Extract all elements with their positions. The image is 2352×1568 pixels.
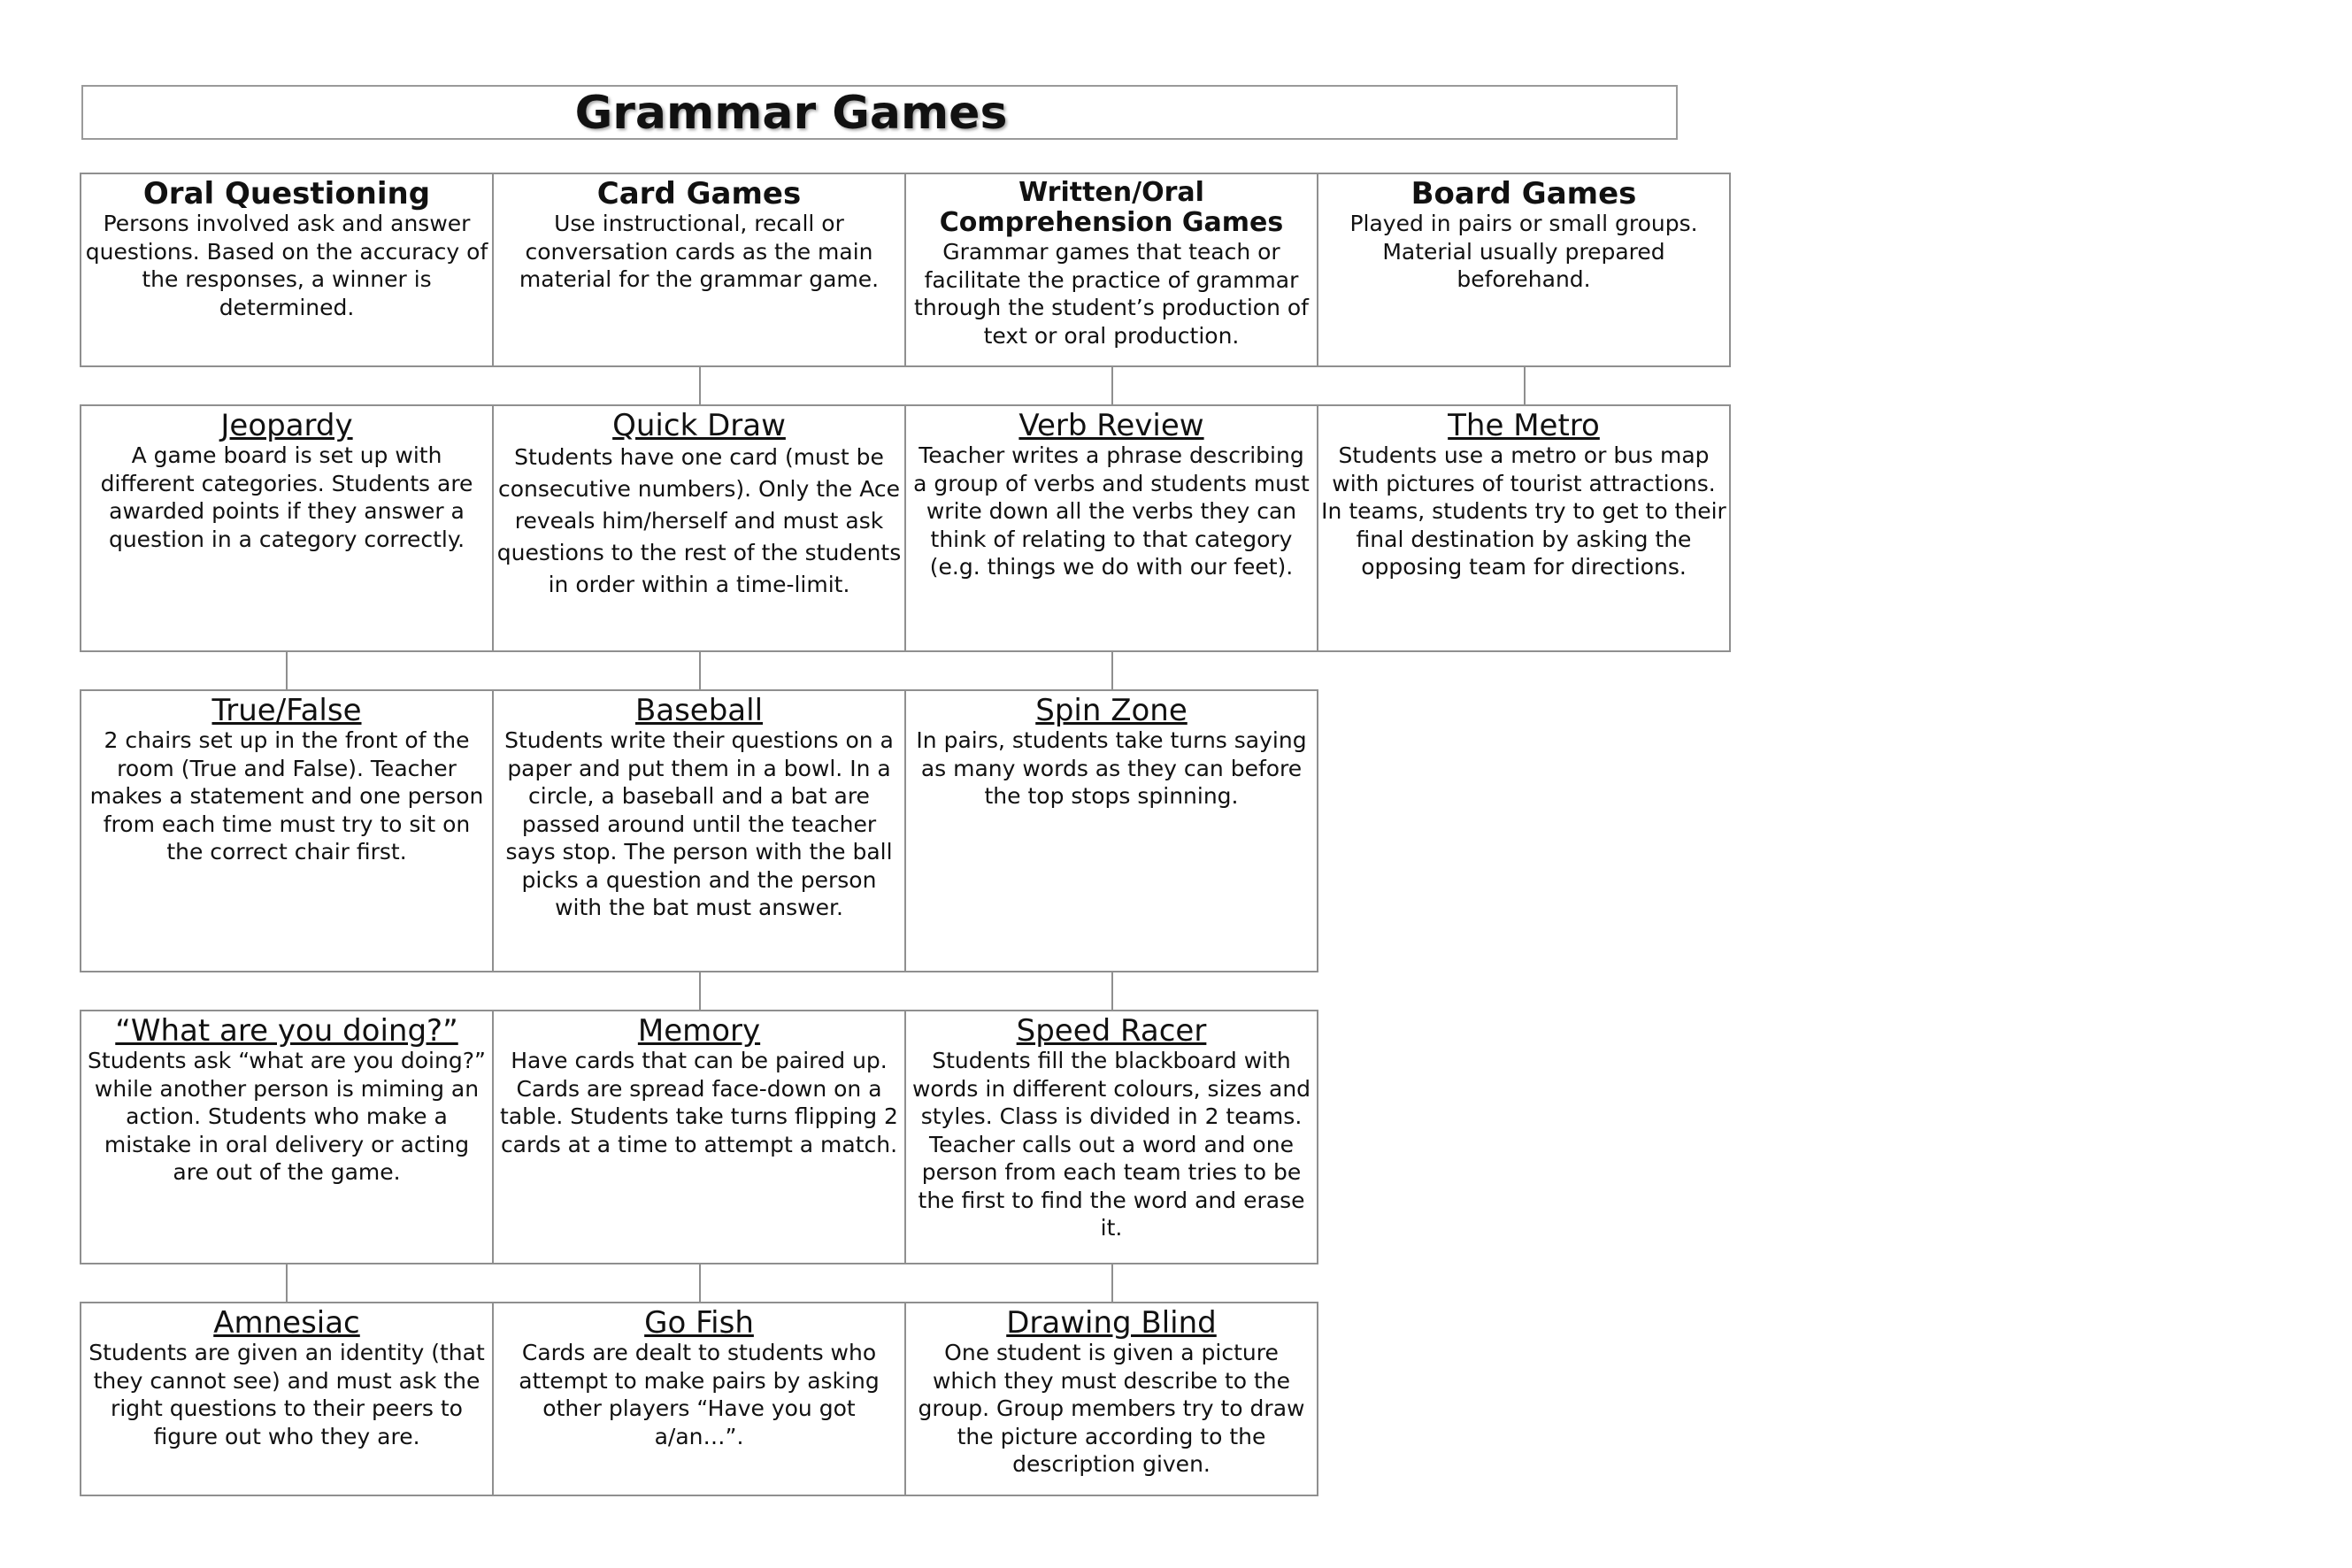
category-card-games <box>492 173 906 367</box>
game-title: Speed Racer <box>1016 1013 1207 1049</box>
category-title: Card Games <box>596 176 802 211</box>
game-desc: 2 chairs set up in the front of the room (True and False). Teacher makes a statement and one person from each time must try to sit on the correct chair first. <box>89 727 484 865</box>
game-jeopardy <box>80 404 494 652</box>
game-true-false <box>80 689 494 972</box>
game-spin-zone <box>904 689 1318 972</box>
title-box <box>81 85 1678 140</box>
game-desc: Students write their questions on a paper and put them in a bowl. In a circle, a baseball and a bat are passed around until the teacher says stop. The person with the ball picks a question and the person with the bat must answer. <box>504 727 894 920</box>
connector-line <box>286 652 288 689</box>
connector-line <box>1111 972 1113 1010</box>
game-drawing-blind <box>904 1302 1318 1496</box>
game-desc: Students have one card (must be consecutive numbers). Only the Ace reveals him/herself and must ask questions to the rest of the students in order within a time-limit. <box>496 444 902 597</box>
game-title: Jeopardy <box>220 408 353 443</box>
category-title: Written/Oral Comprehension Games <box>939 177 1284 238</box>
page-title: Grammar Games <box>574 87 1008 140</box>
game-title: Drawing Blind <box>1006 1305 1217 1341</box>
game-amnesiac <box>80 1302 494 1496</box>
connector-line <box>1111 1264 1113 1302</box>
game-title: Memory <box>637 1013 761 1049</box>
connector-line <box>699 652 701 689</box>
game-title: The Metro <box>1448 408 1600 443</box>
connector-line <box>699 972 701 1010</box>
game-title: Quick Draw <box>612 408 786 443</box>
game-what-are-you-doing <box>80 1010 494 1264</box>
game-title: True/False <box>211 693 362 728</box>
game-title: “What are you doing?” <box>115 1013 458 1049</box>
category-title: Board Games <box>1410 176 1637 211</box>
game-the-metro <box>1317 404 1731 652</box>
game-desc: Have cards that can be paired up. Cards are spread face-down on a table. Students take turns flipping 2 cards at a time to attempt a match. <box>500 1048 898 1157</box>
game-desc: In pairs, students take turns saying as many words as they can before the top stops spinning. <box>916 727 1307 809</box>
game-title: Amnesiac <box>213 1305 360 1341</box>
category-title: Oral Questioning <box>142 176 431 211</box>
game-verb-review <box>904 404 1318 652</box>
game-desc: Students use a metro or bus map with pictures of tourist attractions. In teams, students try to get to their final destination by asking the opposing team for directions. <box>1321 442 1726 580</box>
game-desc: Students are given an identity (that they cannot see) and must ask the right questions to their peers to figure out who they are. <box>88 1340 485 1449</box>
game-desc: A game board is set up with different categories. Students are awarded points if they answer a question in a category correctly. <box>100 442 473 552</box>
category-desc: Grammar games that teach or facilitate the practice of grammar through the student’s production of text or oral production. <box>914 239 1309 349</box>
connector-line <box>1524 367 1526 404</box>
game-speed-racer <box>904 1010 1318 1264</box>
game-title: Spin Zone <box>1035 693 1188 728</box>
category-written-oral-comprehension <box>904 173 1318 367</box>
game-go-fish <box>492 1302 906 1496</box>
connector-line <box>286 1264 288 1302</box>
game-memory <box>492 1010 906 1264</box>
connector-line <box>699 1264 701 1302</box>
game-desc: Teacher writes a phrase describing a group of verbs and students must write down all the verbs they can think of relating to that category (e.g. things we do with our feet). <box>913 442 1310 580</box>
connector-line <box>1111 652 1113 689</box>
game-desc: One student is given a picture which they must describe to the group. Group members try to draw the picture according to the description given. <box>918 1340 1305 1477</box>
game-baseball <box>492 689 906 972</box>
game-desc: Students ask “what are you doing?” while another person is miming an action. Students who make a mistake in oral delivery or acting are out of the game. <box>88 1048 486 1185</box>
game-desc: Cards are dealt to students who attempt to make pairs by asking other players “Have you got a/an…”. <box>519 1340 880 1449</box>
game-title: Verb Review <box>1018 408 1204 443</box>
game-desc: Students fill the blackboard with words in different colours, sizes and styles. Class is divided in 2 teams. Teacher calls out a word and one person from each team tries to be the first to find the word and erase it. <box>911 1048 1311 1241</box>
category-board-games <box>1317 173 1731 367</box>
category-desc: Persons involved ask and answer questions. Based on the accuracy of the responses, a winner is determined. <box>85 211 488 320</box>
connector-line <box>699 367 701 404</box>
category-oral-questioning <box>80 173 494 367</box>
game-title: Go Fish <box>644 1305 754 1341</box>
game-quick-draw <box>492 404 906 652</box>
connector-line <box>1111 367 1113 404</box>
category-desc: Use instructional, recall or conversation cards as the main material for the grammar game. <box>519 211 880 292</box>
game-title: Baseball <box>634 693 764 728</box>
category-desc: Played in pairs or small groups. Material usually prepared beforehand. <box>1349 211 1698 292</box>
